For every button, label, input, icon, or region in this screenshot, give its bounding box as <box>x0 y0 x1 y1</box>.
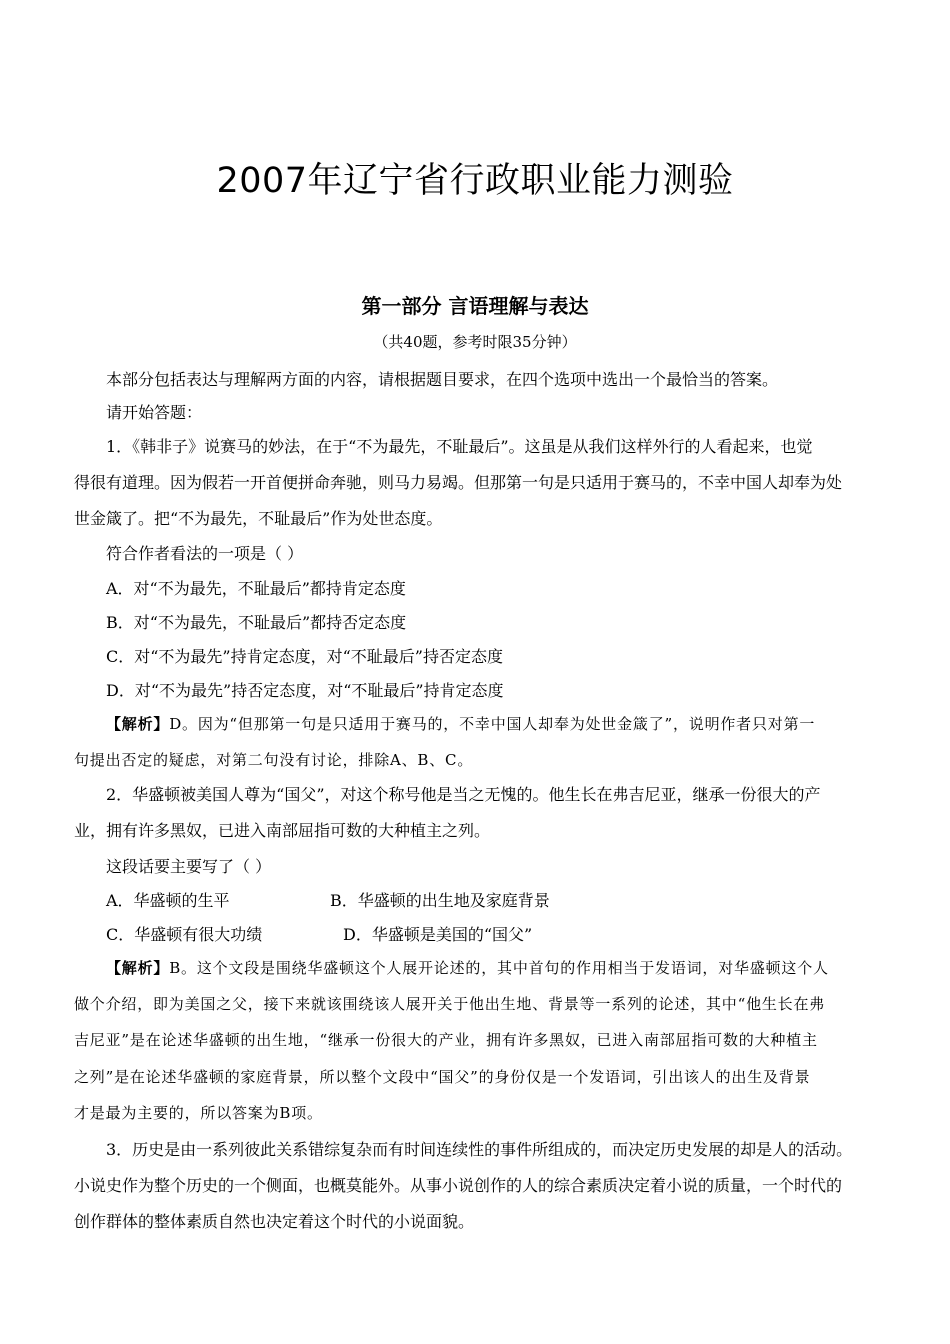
q2-analysis-line: 之列”是在论述华盛顿的家庭背景，所以整个文段中“国父”的身份仅是一个发语词，引出该人的出生及背景 <box>74 1068 811 1086</box>
q3-text-line: 3．历史是由一系列彼此关系错综复杂而有时间连续性的事件所组成的，而决定历史发展的却是人的活动。 <box>106 1140 853 1159</box>
analysis-tag: 【解析】 <box>106 715 170 733</box>
q1-analysis-line: 句提出否定的疑虑，对第二句没有讨论，排除A、B、C。 <box>74 751 474 769</box>
q2-option-a: A．华盛顿的生平 <box>106 891 230 910</box>
q2-analysis-line: 吉尼亚”是在论述华盛顿的出生地，“继承一份很大的产业，拥有许多黑奴，已进入南部屈指可数的大种植主 <box>74 1031 818 1049</box>
section-subtitle: （共40题，参考时限35分钟） <box>373 333 577 351</box>
q2-analysis-line: 才是最为主要的，所以答案为B项。 <box>74 1104 323 1122</box>
q2-option-c: C．华盛顿有很大功绩 <box>106 925 263 944</box>
q3-text-line: 创作群体的整体素质自然也决定着这个时代的小说面貌。 <box>74 1212 475 1231</box>
q2-text-line: 2．华盛顿被美国人尊为“国父”，对这个称号他是当之无愧的。他生长在弗吉尼亚，继承一份很大的产 <box>106 785 821 804</box>
q2-stem: 这段话要主要写了（ ） <box>106 857 272 876</box>
q1-option-a: A．对“不为最先，不耻最后”都持肯定态度 <box>106 579 406 598</box>
intro-start-line: 请开始答题： <box>106 403 203 422</box>
q2-analysis-line <box>106 957 829 979</box>
section-title: 第一部分 言语理解与表达 <box>361 294 589 318</box>
q1-analysis-text: D。因为“但那第一句是只适用于赛马的，不幸中国人却奉为处世金箴了”，说明作者只对第一 <box>169 715 816 733</box>
page-title: 2007年辽宁省行政职业能力测验 <box>216 161 734 201</box>
q1-option-d: D．对“不为最先”持否定态度，对“不耻最后”持肯定态度 <box>106 681 504 700</box>
q3-text-line: 小说史作为整个历史的一个侧面，也概莫能外。从事小说创作的人的综合素质决定着小说的质量，一个时代的 <box>74 1176 843 1195</box>
q2-option-d: D．华盛顿是美国的“国父” <box>343 925 533 944</box>
q1-text-line: 世金箴了。把“不为最先，不耻最后”作为处世态度。 <box>74 509 443 528</box>
q2-analysis-line: 做个介绍，即为美国之父，接下来就该围绕该人展开关于他出生地、背景等一系列的论述，其中“他生长在弗 <box>74 995 826 1013</box>
analysis-tag: 【解析】 <box>106 959 170 977</box>
q1-analysis-line <box>106 713 815 735</box>
q1-stem: 符合作者看法的一项是（ ） <box>106 544 304 563</box>
q1-option-c: C．对“不为最先”持肯定态度，对“不耻最后”持否定态度 <box>106 647 503 666</box>
q1-text-line: 得很有道理。因为假若一开首便拼命奔驰，则马力易竭。但那第一句是只适用于赛马的，不幸中国人却奉为处 <box>74 473 843 492</box>
q1-text-line: 1．《韩非子》说赛马的妙法，在于“不为最先，不耻最后”。这虽是从我们这样外行的人看起来，也觉 <box>106 437 813 456</box>
q1-option-b: B．对“不为最先，不耻最后”都持否定态度 <box>106 613 407 632</box>
q2-analysis-text: B。这个文段是围绕华盛顿这个人展开论述的，其中首句的作用相当于发语词，对华盛顿这个人 <box>169 959 829 977</box>
intro-paragraph: 本部分包括表达与理解两方面的内容，请根据题目要求，在四个选项中选出一个最恰当的答案。 <box>106 370 779 389</box>
q2-text-line: 业，拥有许多黑奴，已进入南部屈指可数的大种植主之列。 <box>74 821 491 840</box>
q2-option-b: B．华盛顿的出生地及家庭背景 <box>330 891 550 910</box>
